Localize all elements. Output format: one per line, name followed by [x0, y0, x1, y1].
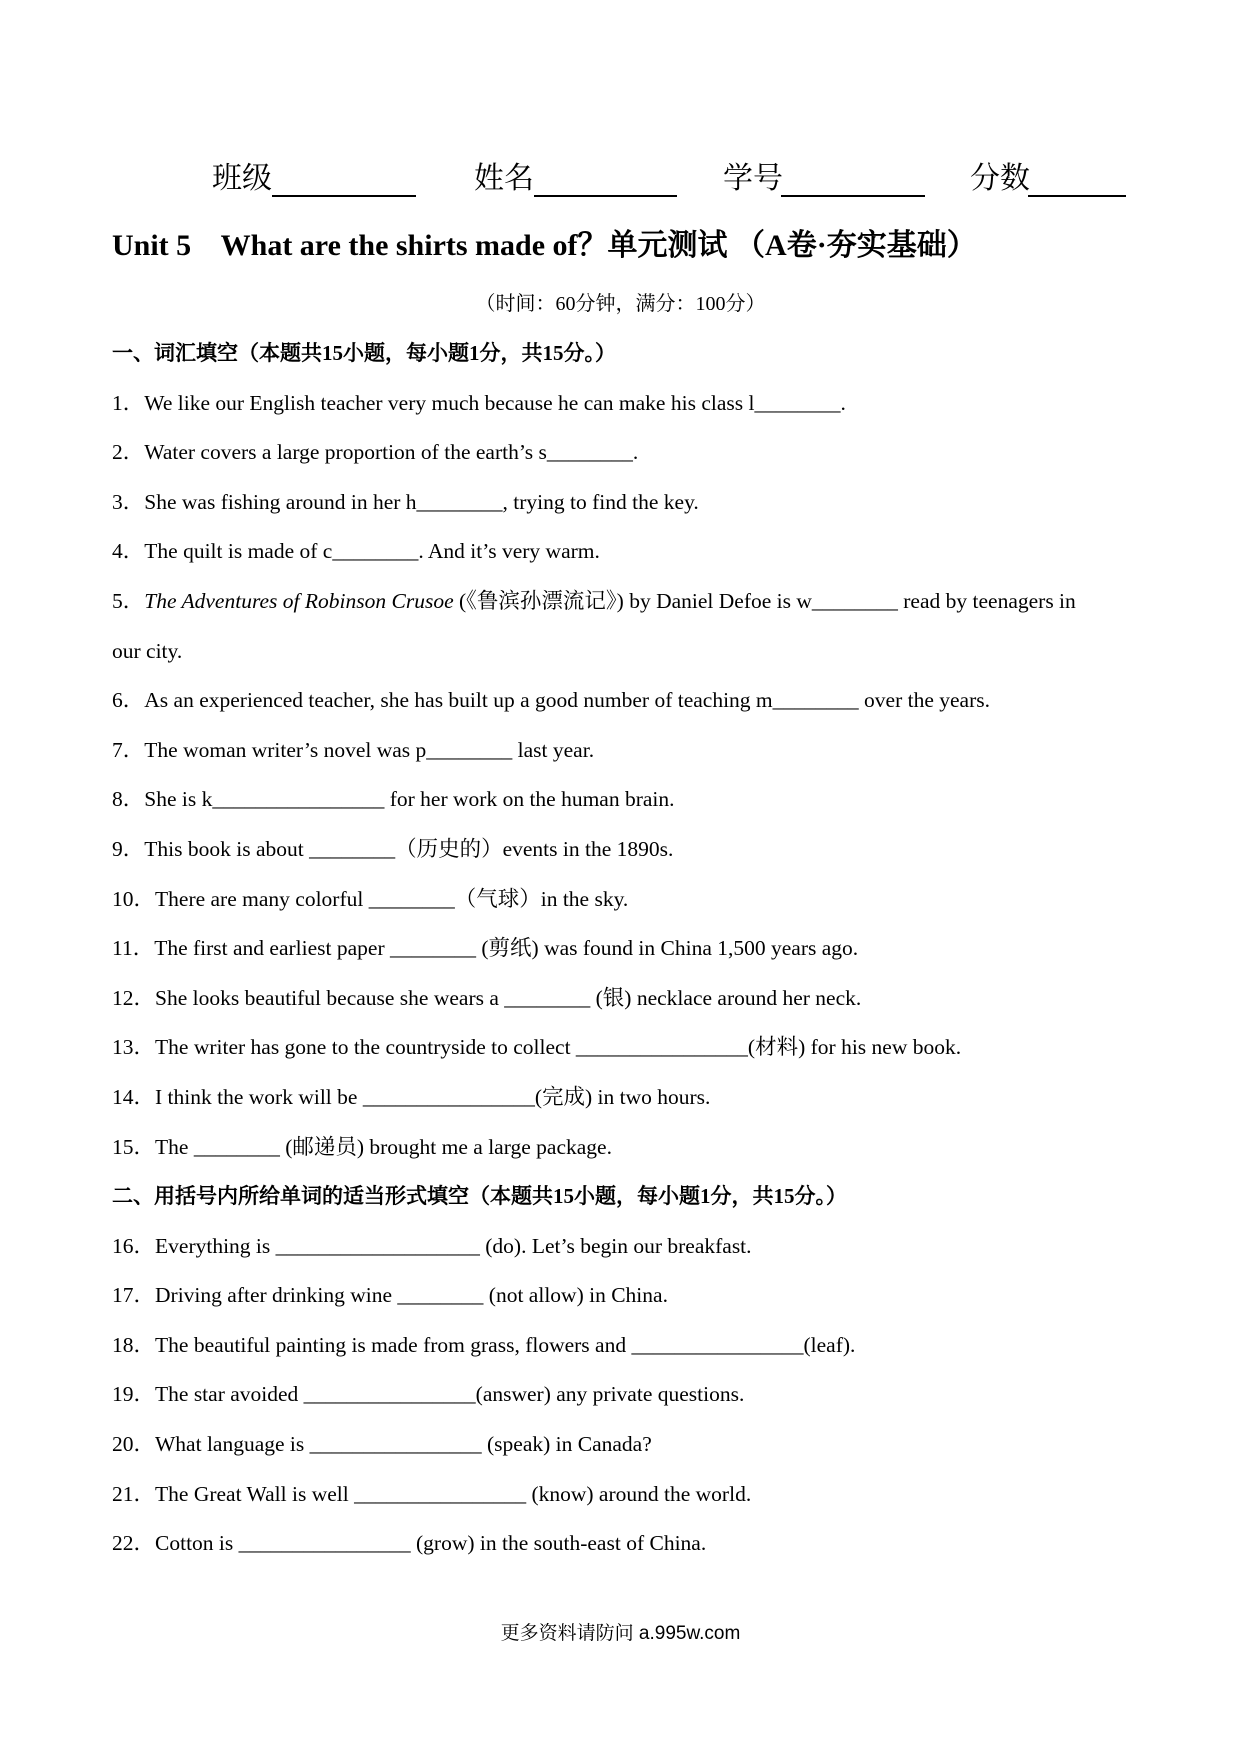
- question-text: I think the work will be ________________(完成) in two hours.: [155, 1084, 711, 1109]
- question-13: [112, 1023, 1129, 1073]
- question-number: 7．: [112, 737, 145, 762]
- question-number: 14．: [112, 1084, 156, 1109]
- question-text: (《鲁滨孙漂流记》) by Daniel Defoe is w________ read by teenagers in: [453, 588, 1076, 613]
- question-number: 9．: [112, 836, 145, 861]
- exam-body: [112, 329, 1129, 1569]
- class-label: 班级: [212, 162, 272, 195]
- score-blank: [1028, 195, 1126, 197]
- question-number: 20．: [112, 1432, 156, 1457]
- question-number: 2．: [112, 440, 145, 465]
- question-11: [112, 924, 1129, 974]
- question-text: This book is about ________（历史的）events in the 1890s.: [144, 836, 674, 861]
- question-text: The Great Wall is well ________________ (know) around the world.: [155, 1481, 752, 1506]
- question-number: 8．: [112, 787, 145, 812]
- question-6: [112, 676, 1129, 726]
- question-text: She was fishing around in her h________, trying to find the key.: [144, 489, 699, 514]
- question-14: [112, 1073, 1129, 1123]
- question-number: 12．: [112, 985, 156, 1010]
- question-text: There are many colorful ________（气球）in the sky.: [155, 886, 629, 911]
- class-blank: [272, 195, 416, 197]
- question-text: She is k________________ for her work on the human brain.: [144, 787, 675, 812]
- question-text: Everything is ___________________ (do). Let’s begin our breakfast.: [155, 1233, 752, 1258]
- question-22: [112, 1519, 1129, 1569]
- question-5: [112, 577, 1129, 676]
- page-title: Unit 5 What are the shirts made of？单元测试 （A卷·夯实基础）: [112, 229, 977, 262]
- question-text: We like our English teacher very much because he can make his class l________.: [144, 390, 846, 415]
- question-10: [112, 875, 1129, 925]
- question-text: The ________ (邮递员) brought me a large package.: [155, 1134, 612, 1159]
- question-number: 1．: [112, 390, 145, 415]
- book-title: The Adventures of Robinson Crusoe: [144, 588, 454, 613]
- question-number: 15．: [112, 1134, 156, 1159]
- question-number: 18．: [112, 1332, 156, 1357]
- question-text: Water covers a large proportion of the earth’s s________.: [144, 440, 639, 465]
- question-1: [112, 379, 1129, 429]
- question-text: She looks beautiful because she wears a ________ (银) necklace around her neck.: [155, 985, 862, 1010]
- student-number-blank: [781, 195, 925, 197]
- question-number: 4．: [112, 539, 145, 564]
- question-20: [112, 1420, 1129, 1470]
- name-label: 姓名: [474, 162, 534, 195]
- question-text: Driving after drinking wine ________ (not allow) in China.: [155, 1283, 668, 1308]
- exam-time-info: （时间：60分钟，满分：100分）: [475, 293, 766, 315]
- question-text: The woman writer’s novel was p________ last year.: [144, 737, 595, 762]
- question-number: 6．: [112, 688, 145, 713]
- question-19: [112, 1370, 1129, 1420]
- question-number: 10．: [112, 886, 156, 911]
- section-heading-word-forms: 二、用括号内所给单词的适当形式填空（本题共15小题，每小题1分，共15分。）: [112, 1184, 847, 1209]
- student-number-label: 学号: [723, 162, 783, 195]
- section-heading-vocabulary: 一、词汇填空（本题共15小题，每小题1分，共15分。）: [112, 341, 616, 365]
- question-4: [112, 527, 1129, 577]
- question-7: [112, 726, 1129, 776]
- question-number: 19．: [112, 1382, 156, 1407]
- question-number: 16．: [112, 1233, 156, 1258]
- question-number: 13．: [112, 1035, 156, 1060]
- question-text: The writer has gone to the countryside to collect ________________(材料) for his new book.: [155, 1035, 962, 1060]
- question-number: 5．: [112, 588, 145, 613]
- footer-note: 更多资料请防问 a.995w.com: [500, 1623, 741, 1644]
- question-15: [112, 1123, 1129, 1173]
- question-number: 21．: [112, 1481, 156, 1506]
- score-label: 分数: [970, 162, 1030, 195]
- question-text: The quilt is made of c________. And it’s very warm.: [144, 539, 600, 564]
- question-number: 3．: [112, 489, 145, 514]
- question-text-continued: our city.: [112, 638, 183, 663]
- question-number: 22．: [112, 1531, 156, 1556]
- question-2: [112, 428, 1129, 478]
- question-8: [112, 775, 1129, 825]
- question-number: 11．: [112, 936, 155, 961]
- question-text: The beautiful painting is made from grass, flowers and ________________(leaf).: [155, 1332, 856, 1357]
- question-17: [112, 1271, 1129, 1321]
- question-18: [112, 1321, 1129, 1371]
- question-16: [112, 1222, 1129, 1272]
- question-3: [112, 478, 1129, 528]
- question-text: Cotton is ________________ (grow) in the south-east of China.: [155, 1531, 707, 1556]
- name-blank: [534, 195, 677, 197]
- question-12: [112, 974, 1129, 1024]
- question-text: What language is ________________ (speak) in Canada?: [155, 1432, 652, 1457]
- question-21: [112, 1470, 1129, 1520]
- question-number: 17．: [112, 1283, 156, 1308]
- question-text: The first and earliest paper ________ (剪纸) was found in China 1,500 years ago.: [154, 936, 859, 961]
- question-text: The star avoided ________________(answer) any private questions.: [155, 1382, 745, 1407]
- question-text: As an experienced teacher, she has built up a good number of teaching m________ over the years.: [144, 688, 990, 713]
- question-9: [112, 825, 1129, 875]
